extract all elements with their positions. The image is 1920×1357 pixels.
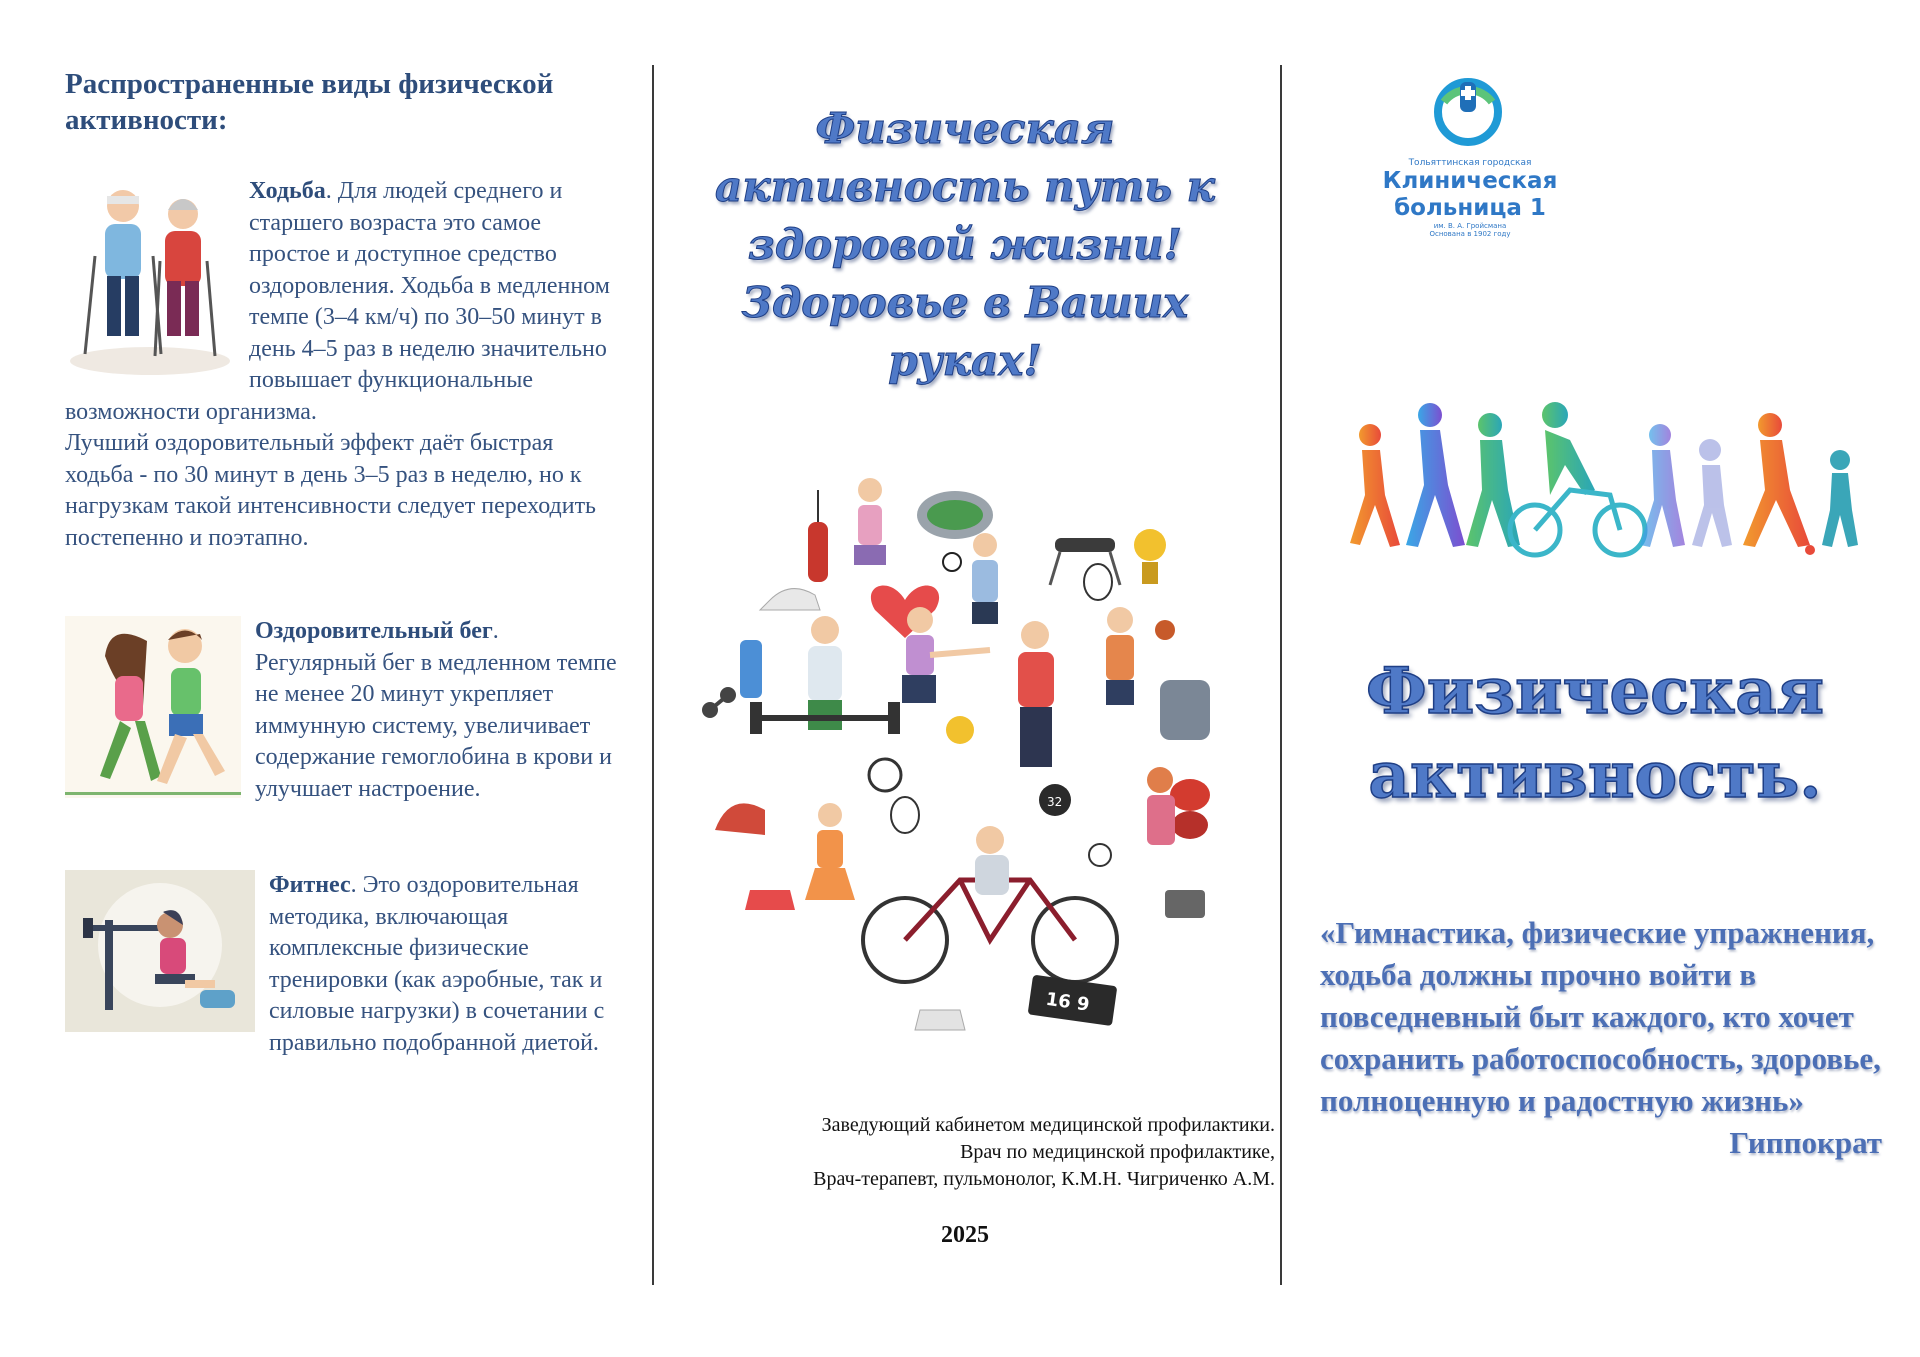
quote-author: Гиппократ [1729, 1125, 1882, 1160]
divider-right [1280, 65, 1282, 1285]
walking-elderly-illustration [65, 176, 235, 376]
fitness-section [65, 870, 625, 1059]
fitness-title: Фитнес [269, 872, 351, 898]
walking-text: . Для людей среднего и старшего возраста это самое простое и доступное средство оздоровления. Ходьба в медленном темпе (3–4 км/ч) по 30–50 минут в день 4–5 раз в неделю значительно повышает функциональные возможности организма. [65, 178, 610, 425]
hospital-logo [1430, 72, 1506, 148]
walking-text-2: Лучший оздоровительный эффект даёт быстрая ходьба - по 30 минут в день 3–5 раз в неделю, но к нагрузкам такой интенсивности следует переходить постепенно и поэтапно. [65, 430, 596, 551]
credit-line-3: Врач-терапевт, пульмонолог, К.М.Н. Чигриченко А.М. [813, 1168, 1275, 1190]
quote-text: «Гимнастика, физические упражнения, ходьба должны прочно войти в повседневный быт каждого, кто хочет сохранить работоспособность, здоровье, полноценную и радостную жизнь» [1320, 915, 1881, 1118]
logo-named-after: им. В. А. Гройсмана [1433, 222, 1507, 230]
credits-block [655, 1112, 1275, 1193]
fitness-gym-illustration [65, 870, 255, 1032]
running-title: Оздоровительный бег [255, 618, 493, 644]
walking-title: Ходьба [249, 178, 326, 204]
hippocrates-quote [1320, 912, 1890, 1164]
credit-line-2: Врач по медицинской профилактике, [960, 1141, 1275, 1163]
logo-name-1: Клиническая [1382, 168, 1558, 194]
sports-collage-illustration [690, 470, 1245, 1045]
divider-left [652, 65, 654, 1285]
running-section [65, 616, 625, 805]
logo-city: Тольяттинская городская [1408, 158, 1532, 168]
walking-section [65, 176, 625, 554]
center-title: Физическая активность путь к здоровой жизни! Здоровье в Ваших руках! [714, 104, 1216, 385]
credit-line-1: Заведующий кабинетом медицинской профилактики. [821, 1114, 1275, 1136]
logo-name-2: больница 1 [1394, 195, 1546, 221]
running-couple-illustration [65, 616, 241, 798]
colorful-athletes-silhouettes [1340, 395, 1870, 560]
year-label: 2025 [941, 1222, 989, 1248]
fitness-text: . Это оздоровительная методика, включающая комплексные физические тренировки (как аэробные, так и силовые нагрузки) в сочетании с правильно подобранной диетой. [269, 872, 605, 1056]
hospital-logo-text [1320, 158, 1620, 238]
scoreboard-score: 16 9 [1044, 988, 1091, 1016]
left-heading: Распространенные виды физической активности: [65, 68, 554, 136]
svg-text:32: 32 [1047, 795, 1063, 809]
logo-founded: Основана в 1902 году [1429, 230, 1511, 238]
right-title: Физическая активность. [1366, 654, 1824, 813]
running-text: . Регулярный бег в медленном темпе не менее 20 минут укрепляет иммунную систему, увеличивает содержание гемоглобина в крови и улучшает настроение. [255, 618, 617, 802]
